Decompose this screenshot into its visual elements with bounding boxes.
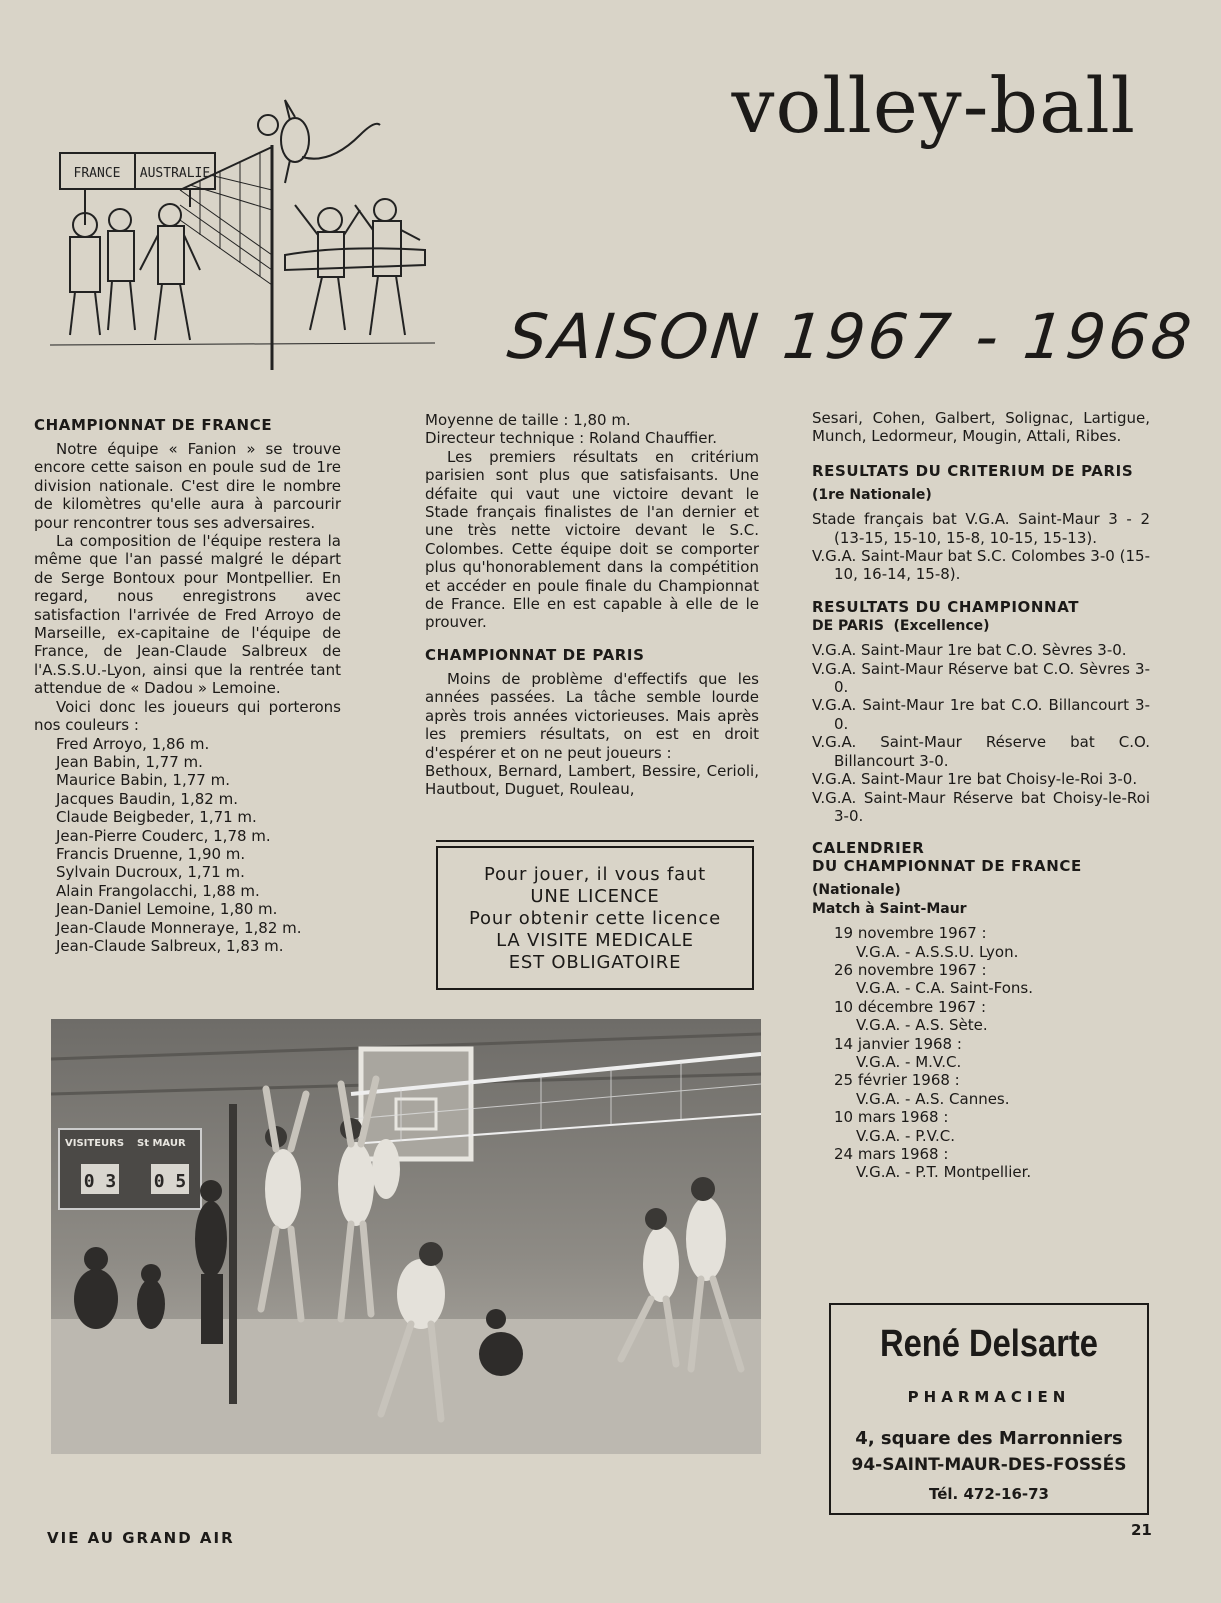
licence-notice-box [436,846,754,990]
result-item: V.G.A. Saint-Maur 1re bat C.O. Billancourt 3-0. [812,696,1150,733]
paragraph: Sesari, Cohen, Galbert, Solignac, Lartigue, Munch, Ledormeur, Mougin, Attali, Ribes. [812,409,1150,446]
player-item: Jacques Baudin, 1,82 m. [56,789,238,808]
calendar-match: V.G.A. - M.V.C. [856,1052,962,1071]
heading-line: DE PARIS [812,617,884,634]
heading-resultats-criterium: RESULTATS DU CRITERIUM DE PARIS [812,461,1134,480]
text-line: Moyenne de taille : 1,80 m. [425,411,631,429]
ad-profession: PHARMACIEN [907,1388,1071,1406]
magazine-name: VIE AU GRAND AIR [47,1529,235,1547]
licence-line: EST OBLIGATOIRE [508,952,682,973]
paragraph: La composition de l'équipe restera la même que l'an passé malgré le départ de Serge Bontoux pour Montpellier. En regard, nous enregistrons avec satisfaction l'arrivée de Fred Arroyo de Marseille, ex-capitaine de l'équipe de France, de Jean-Claude Salbreux de l'A.S.S.U.-Lyon, ainsi que la rentrée tant attendue de « Dadou » Lemoine. [34,532,341,698]
scoreboard-left-score: 0 3 [83,1171,117,1192]
cartoon-illustration [40,95,440,380]
result-item: V.G.A. Saint-Maur Réserve bat C.O. Sèvres 3-0. [812,659,1150,697]
subheading: (Nationale) [812,882,901,899]
player-item: Jean-Claude Monneraye, 1,82 m. [56,918,302,937]
licence-line: LA VISITE MEDICALE [496,930,694,951]
calendar-date: 10 mars 1968 : [834,1108,949,1127]
paragraph: Bethoux, Bernard, Lambert, Bessire, Cerioli, Hautbout, Duguet, Rouleau, [425,761,759,799]
result-item: V.G.A. Saint-Maur 1re bat C.O. Sèvres 3-0. [812,641,1127,660]
paragraph: Moins de problème d'effectifs que les années passées. La tâche semble lourde après trois années victorieuses. Mais après les premiers résultats, on est en droit d'espérer et on ne peut joueurs : [425,669,759,762]
calendar-date: 24 mars 1968 : [834,1145,949,1163]
player-list [34,735,341,956]
calendar-date: 26 novembre 1967 : [834,960,987,979]
player-item: Maurice Babin, 1,77 m. [56,771,230,790]
volleyball-match-photo [51,1019,761,1454]
licence-line: UNE LICENCE [530,886,660,907]
column-3 [812,409,1150,1182]
paragraph: Les premiers résultats en critérium parisien sont plus que satisfaisants. Une défaite qui vaut une victoire devant le Stade français finalistes de l'an dernier et une très nette victoire devant le S.C. Colombes. Cette équipe doit se comporter plus qu'honorablement dans la compétition et accéder en poule finale du Championnat de France. Elle en est capable à elle de le prouver. [425,447,759,632]
player-item: Alain Frangolacchi, 1,88 m. [56,881,260,900]
result-item: V.G.A. Saint-Maur bat S.C. Colombes 3-0 (15-10, 16-14, 15-8). [812,547,1150,584]
cartoon-sign-france: FRANCE [73,166,121,181]
column-1 [34,416,341,955]
ad-name: René Delsarte [880,1323,1098,1365]
subheading: Match à Saint-Maur [812,900,967,917]
calendar-match: V.G.A. - A.S.S.U. Lyon. [856,942,1019,961]
player-item: Jean-Pierre Couderc, 1,78 m. [56,826,271,845]
subheading: (1re Nationale) [812,486,932,503]
result-item: Stade français bat V.G.A. Saint-Maur 3 - 2 (13-15, 15-10, 15-8, 10-15, 15-13). [812,510,1150,547]
paragraph: Notre équipe « Fanion » se trouve encore cette saison en poule sud de 1re division nationale. C'est dire le nombre de kilomètres qu'elle aura à parcourir pour rencontrer tous ses adversaires. [34,440,341,532]
text-line: Directeur technique : Roland Chauffier. [425,429,718,448]
column-2 [425,411,759,799]
result-item: V.G.A. Saint-Maur Réserve bat C.O. Billancourt 3-0. [812,733,1150,770]
calendar-date: 14 janvier 1968 : [834,1034,962,1053]
calendar-date: 10 décembre 1967 : [834,997,987,1016]
heading-championnat-paris: CHAMPIONNAT DE PARIS [425,645,645,664]
player-item: Francis Druenne, 1,90 m. [56,844,246,863]
ad-address-line2: 94-SAINT-MAUR-DES-FOSSÉS [851,1455,1127,1475]
cartoon-sign-australie: AUSTRALIE [139,166,211,181]
player-item: Sylvain Ducroux, 1,71 m. [56,863,245,882]
calendar-match: V.G.A. - C.A. Saint-Fons. [856,979,1034,998]
scoreboard-visiteurs-label: VISITEURS [65,1138,125,1149]
calendar-date: 19 novembre 1967 : [834,924,987,943]
pharmacy-advertisement [829,1303,1149,1515]
heading-calendrier-line2: DU CHAMPIONNAT DE FRANCE [812,857,1082,876]
calendar-match: V.G.A. - A.S. Sète. [856,1016,988,1035]
calendar-match: V.G.A. - P.V.C. [856,1126,956,1145]
scoreboard-saint-maur-label: St MAUR [137,1138,186,1149]
heading-resultats-championnat: RESULTATS DU CHAMPIONNAT [812,597,1080,616]
calendar-list [812,924,1150,1182]
player-item: Jean-Daniel Lemoine, 1,80 m. [56,900,278,919]
calendar-match: V.G.A. - P.T. Montpellier. [856,1163,1032,1182]
subheading: (Excellence) [893,617,990,634]
calendar-date: 25 février 1968 : [834,1071,960,1090]
player-item: Claude Beigbeder, 1,71 m. [56,808,257,827]
result-item: V.G.A. Saint-Maur 1re bat Choisy-le-Roi 3-0. [812,770,1138,789]
results-championnat [812,641,1150,825]
ad-telephone: Tél. 472-16-73 [929,1485,1049,1503]
page-title: volley-ball [731,61,1136,150]
results-criterium [812,510,1150,584]
licence-line: Pour jouer, il vous faut [483,864,707,885]
player-item: Fred Arroyo, 1,86 m. [56,734,210,753]
player-item: Jean-Claude Salbreux, 1,83 m. [56,936,284,955]
paragraph: Voici donc les joueurs qui porterons nos couleurs : [34,697,341,735]
player-item: Jean Babin, 1,77 m. [56,752,203,771]
result-item: V.G.A. Saint-Maur Réserve bat Choisy-le-Roi 3-0. [812,788,1150,825]
licence-line: Pour obtenir cette licence [469,908,721,929]
heading-championnat-france: CHAMPIONNAT DE FRANCE [34,416,273,434]
page-number: 21 [1131,1521,1152,1539]
season-heading: SAISON 1967 - 1968 [504,300,1198,373]
scoreboard-right-score: 0 5 [153,1171,187,1192]
calendar-match: V.G.A. - A.S. Cannes. [856,1089,1010,1108]
heading-calendrier: CALENDRIER [812,839,925,858]
ad-address-line1: 4, square des Marronniers [855,1428,1123,1449]
